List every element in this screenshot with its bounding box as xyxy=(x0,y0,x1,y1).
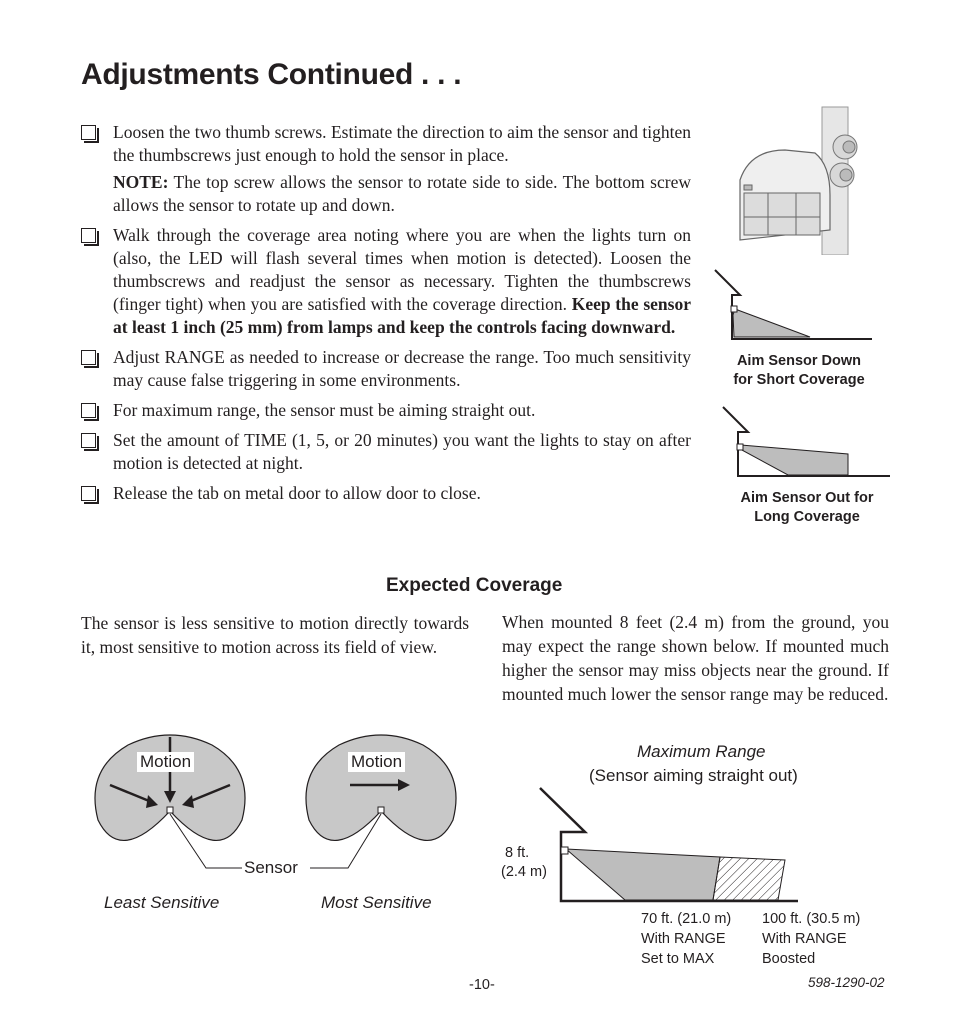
step-text: Loosen the two thumb screws. Estimate the direction to aim the sensor and tighten the thumbscrews just enough to hold the sensor in place. xyxy=(113,122,691,165)
range-boost-line2: With RANGE xyxy=(762,931,847,947)
range-boost-label xyxy=(762,909,860,969)
step-item xyxy=(81,429,691,475)
aim-down-caption-line2: for Short Coverage xyxy=(733,372,865,388)
aim-out-caption-line1: Aim Sensor Out for xyxy=(740,490,874,506)
note-text: The top screw allows the sensor to rotate side to side. The bottom screw allows the sensor to rotate up and down. xyxy=(113,172,691,215)
max-range-title: Maximum Range xyxy=(637,742,766,761)
checkbox-icon xyxy=(81,125,96,140)
step-text: Walk through the coverage area noting where you are when the lights turn on (also, the LED will flash several times when motion is detected). Loosen the thumbscrews and readjust the sensor as necessary. Tighten the thumbscrews (finger tight) when you are satisfied with the coverage direction. xyxy=(113,225,691,314)
step-text: Adjust RANGE as needed to increase or decrease the range. Too much sensitivity may cause false triggering in some environments. xyxy=(113,347,691,390)
sensor-label: Sensor xyxy=(244,858,298,877)
max-range-diagram xyxy=(530,780,800,910)
aim-out-caption-line2: Long Coverage xyxy=(754,509,860,525)
checkbox-icon xyxy=(81,350,96,365)
step-text: For maximum range, the sensor must be aiming straight out. xyxy=(113,400,536,420)
checkbox-icon xyxy=(81,228,96,243)
height-label-ft: 8 ft. xyxy=(505,845,530,861)
coverage-right-paragraph: When mounted 8 feet (2.4 m) from the ground, you may expect the range shown below. If mounted much higher the sensor may miss objects near the ground. If mounted much lower the sensor range may be reduced. xyxy=(502,612,889,704)
range-boost-line1: 100 ft. (30.5 m) xyxy=(762,911,861,927)
sensor-fixture-illustration xyxy=(730,105,870,255)
motion-label-left: Motion xyxy=(137,752,194,772)
least-sensitive-label: Least Sensitive xyxy=(104,893,220,912)
most-sensitive-label: Most Sensitive xyxy=(321,893,432,912)
checkbox-icon xyxy=(81,403,96,418)
step-item xyxy=(81,482,691,505)
page-number: -10- xyxy=(469,977,495,993)
step-bold-text: Keep the sensor at least 1 inch (25 mm) from lamps and keep the controls facing downward. xyxy=(113,294,691,337)
note-label: NOTE: xyxy=(113,172,169,192)
range-max-line3: Set to MAX xyxy=(641,951,715,967)
step-text: Set the amount of TIME (1, 5, or 20 minutes) you want the lights to stay on after motion is detected at night. xyxy=(113,430,691,473)
adjustment-steps xyxy=(81,121,691,512)
range-boost-line3: Boosted xyxy=(762,951,816,967)
height-label-m: (2.4 m) xyxy=(501,864,547,880)
step-item xyxy=(81,399,691,422)
checkbox-icon xyxy=(81,433,96,448)
aim-down-caption-line1: Aim Sensor Down xyxy=(736,353,862,369)
range-max-line2: With RANGE xyxy=(641,931,726,947)
aim-out-diagram xyxy=(718,402,893,482)
checkbox-icon xyxy=(81,486,96,501)
step-item xyxy=(81,346,691,392)
max-range-subtitle: (Sensor aiming straight out) xyxy=(589,766,798,785)
note xyxy=(113,171,691,217)
coverage-heading: Expected Coverage xyxy=(386,575,563,596)
document-code: 598-1290-02 xyxy=(808,975,885,990)
range-max-label xyxy=(641,909,731,969)
motion-label-right: Motion xyxy=(348,752,405,772)
coverage-left-paragraph: The sensor is less sensitive to motion directly towards it, most sensitive to motion across its field of view. xyxy=(81,613,469,657)
step-item xyxy=(81,121,691,217)
step-text: Release the tab on metal door to allow door to close. xyxy=(113,483,481,503)
aim-down-diagram xyxy=(710,265,880,345)
page-title: Adjustments Continued . . . xyxy=(81,58,462,91)
step-item xyxy=(81,224,691,339)
range-max-line1: 70 ft. (21.0 m) xyxy=(641,911,732,927)
